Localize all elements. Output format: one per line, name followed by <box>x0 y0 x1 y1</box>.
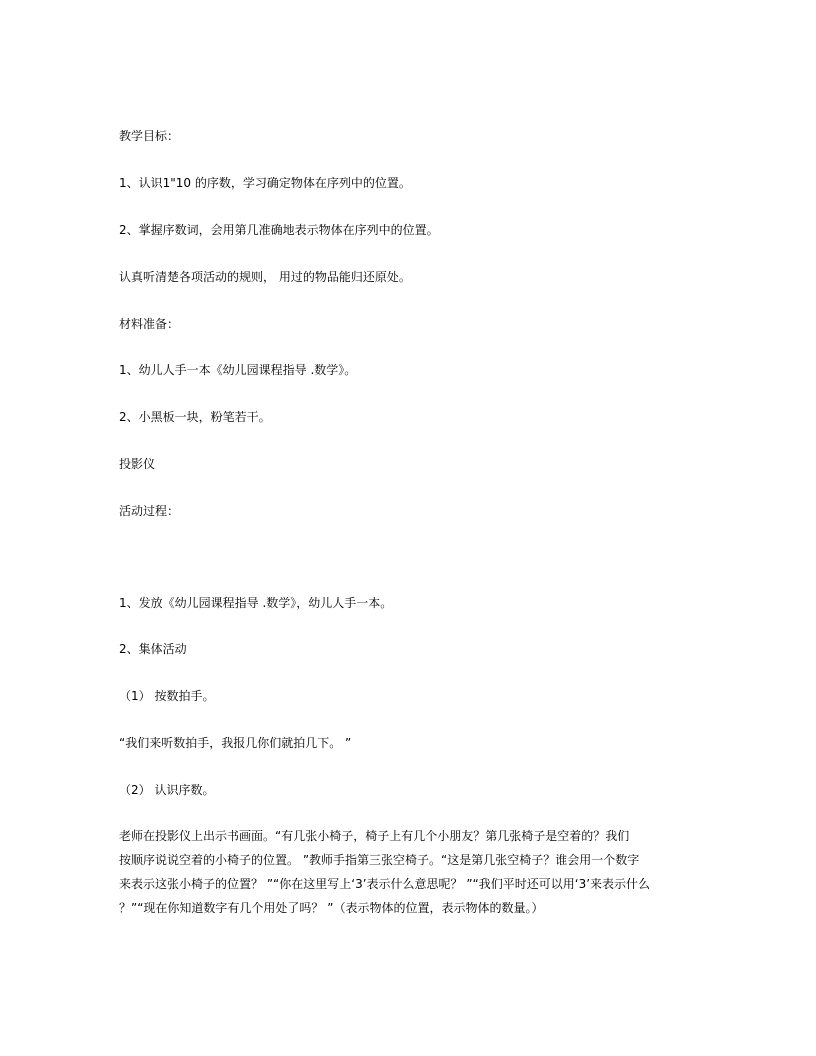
process-heading: 活动过程： <box>119 504 180 518</box>
material-item-2: 2、小黑板一块，粉笔若干。 <box>119 410 271 424</box>
material-item-3: 投影仪 <box>119 457 156 471</box>
process-substep-1-quote: “我们来听数拍手，我报几你们就拍几下。 ” <box>119 736 352 750</box>
final-paragraph <box>119 824 705 920</box>
materials-heading: 材料准备： <box>119 317 180 331</box>
process-step-2: 2、集体活动 <box>119 642 187 656</box>
final-paragraph-line: 来表示这张小椅子的位置？ ”“你在这里写上‘3’表示什么意思呢？ ”“我们平时还可以用‘3’来表示什么 <box>119 877 651 891</box>
goals-heading: 教学目标： <box>119 129 180 143</box>
goal-item-3: 认真听清楚各项活动的规则， 用过的物品能归还原处。 <box>119 270 411 284</box>
material-item-1: 1、幼儿人手一本《幼儿园课程指导 .数学》。 <box>119 363 357 377</box>
final-paragraph-line: 按顺序说说空着的小椅子的位置。 ”教师手指第三张空椅子。“这是第几张空椅子？谁会用一个数字 <box>119 853 640 867</box>
process-step-1: 1、发放《幼儿园课程指导 .数学》，幼儿人手一本。 <box>119 596 393 610</box>
goal-item-2: 2、掌握序数词，会用第几准确地表示物体在序列中的位置。 <box>119 223 439 237</box>
process-substep-1: （1） 按数拍手。 <box>119 689 215 703</box>
goal-item-1: 1、认识1"10 的序数，学习确定物体在序列中的位置。 <box>119 176 411 190</box>
final-paragraph-line: 老师在投影仪上出示书画面。“有几张小椅子，椅子上有几个小朋友？第几张椅子是空着的？我们 <box>119 829 630 843</box>
process-substep-2: （2） 认识序数。 <box>119 783 215 797</box>
final-paragraph-line: ？”“现在你知道数字有几个用处了吗？ ”（表示物体的位置，表示物体的数量。） <box>119 901 544 915</box>
